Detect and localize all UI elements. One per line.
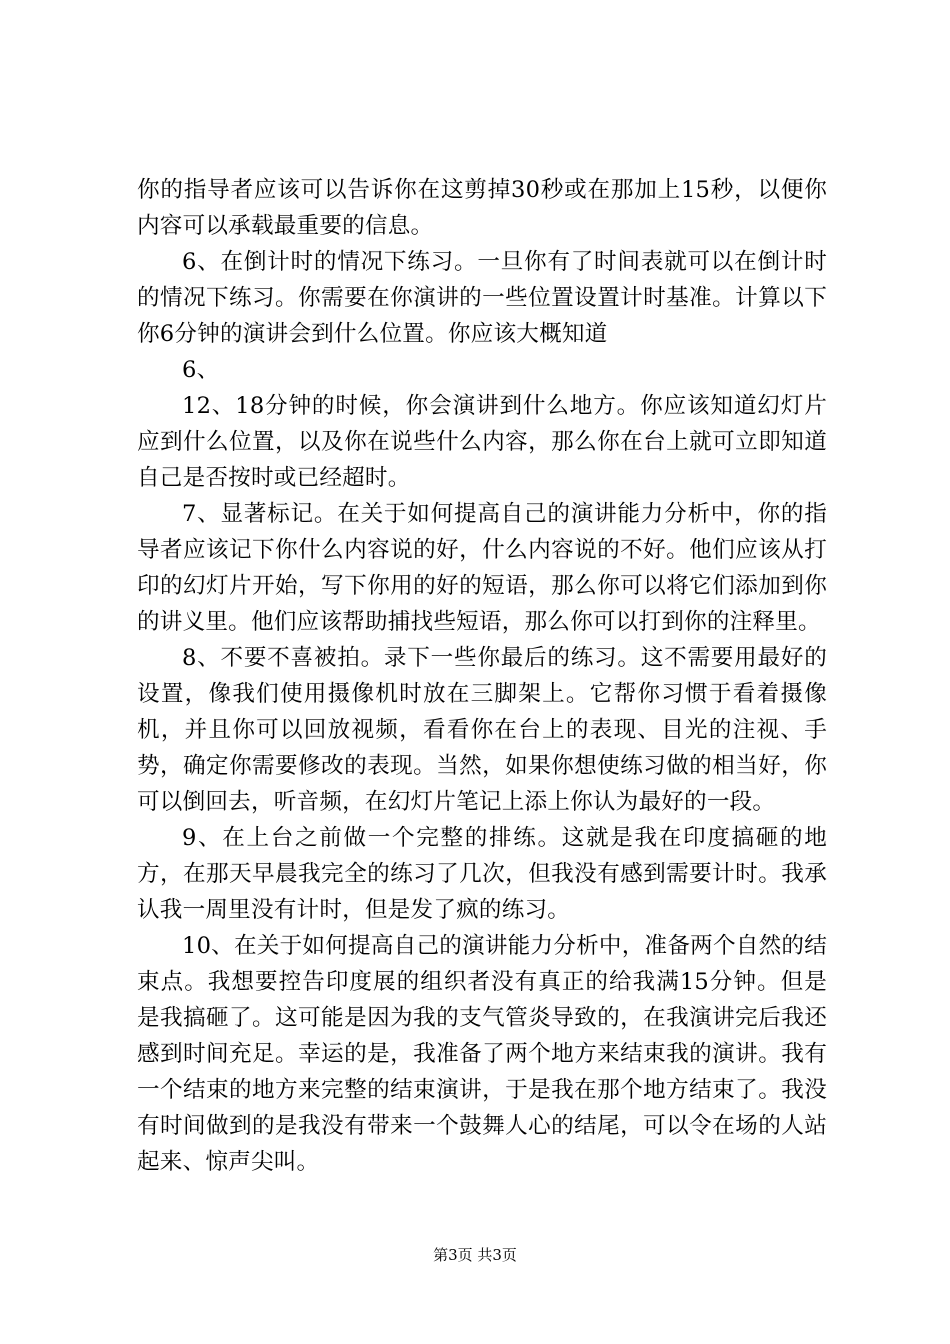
paragraph-3: 6、 [182, 357, 220, 383]
paragraph-2: 6、在倒计时的情况下练习。一旦你有了时间表就可以在倒计时的情况下练习。你需要在你演讲的一些位置设置计时基准。计算以下你6分钟的演讲会到什么位置。你应该大概知道 [137, 249, 827, 347]
document-body [137, 172, 827, 1180]
paragraph-5: 7、显著标记。在关于如何提高自己的演讲能力分析中，你的指导者应该记下你什么内容说的好，什么内容说的不好。他们应该从打印的幻灯片开始，写下你用的好的短语，那么你可以将它们添加到你的讲义里。他们应该帮助捕找些短语，那么你可以打到你的注释里。 [137, 501, 827, 635]
paragraph-8: 10、在关于如何提高自己的演讲能力分析中，准备两个自然的结束点。我想要控告印度展的组织者没有真正的给我满15分钟。但是是我搞砸了。这可能是因为我的支气管炎导致的，在我演讲完后我还感到时间充足。幸运的是，我准备了两个地方来结束我的演讲。我有一个结束的地方来完整的结束演讲，于是我在那个地方结束了。我没有时间做到的是我没有带来一个鼓舞人心的结尾，可以令在场的人站起来、惊声尖叫。 [137, 933, 827, 1175]
paragraph-4: 12、18分钟的时候，你会演讲到什么地方。你应该知道幻灯片应到什么位置，以及你在说些什么内容，那么你在台上就可立即知道自己是否按时或已经超时。 [137, 393, 827, 491]
paragraph-6: 8、不要不喜被拍。录下一些你最后的练习。这不需要用最好的设置，像我们使用摄像机时放在三脚架上。它帮你习惯于看着摄像机，并且你可以回放视频，看看你在台上的表现、目光的注视、手势，确定你需要修改的表现。当然，如果你想使练习做的相当好，你可以倒回去，听音频，在幻灯片笔记上添上你认为最好的一段。 [137, 645, 827, 815]
page-footer: 第3页 共3页 [433, 1246, 517, 1264]
paragraph-7: 9、在上台之前做一个完整的排练。这就是我在印度搞砸的地方，在那天早晨我完全的练习了几次，但我没有感到需要计时。我承认我一周里没有计时，但是发了疯的练习。 [137, 825, 827, 923]
paragraph-1: 你的指导者应该可以告诉你在这剪掉30秒或在那加上15秒，以便你内容可以承载最重要的信息。 [137, 177, 827, 239]
